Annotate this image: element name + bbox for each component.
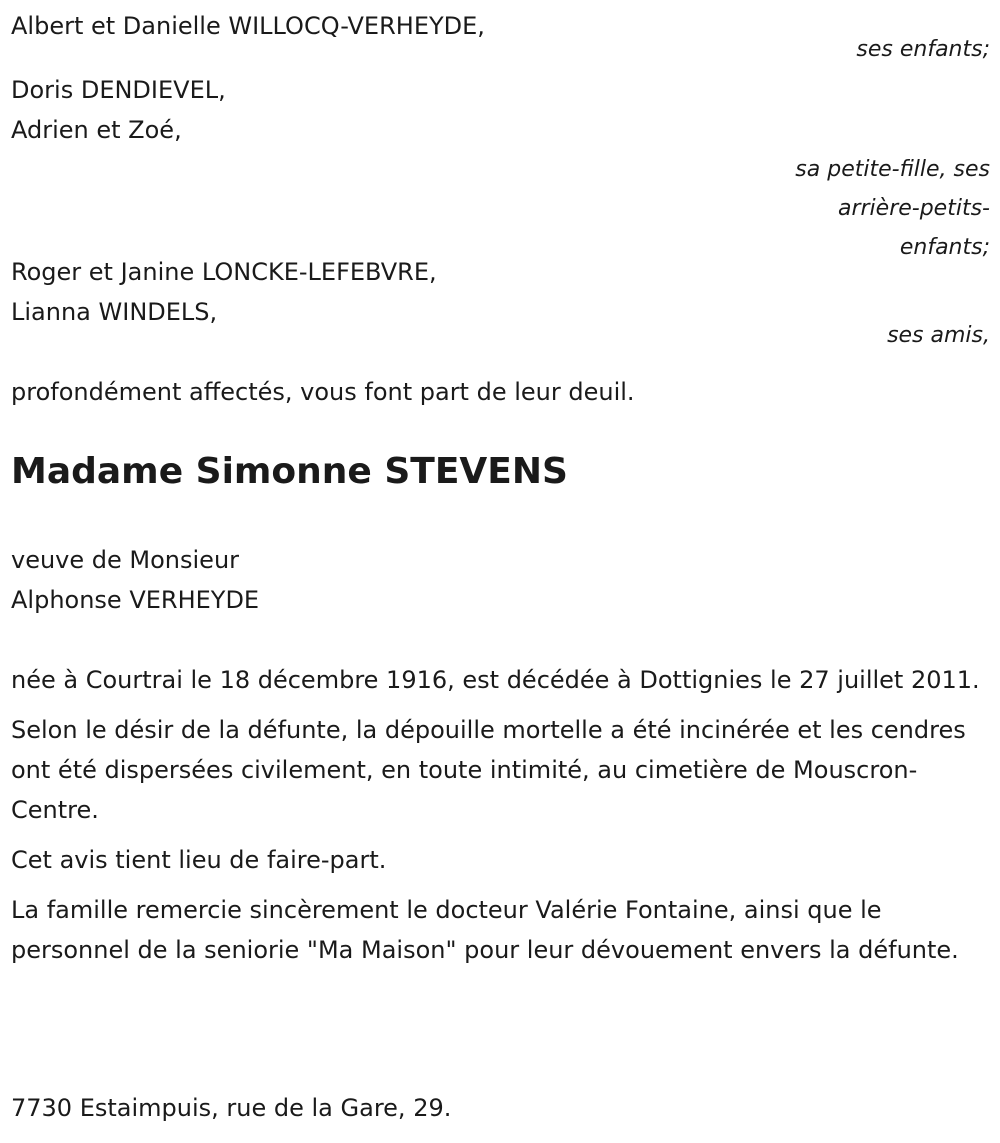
friends-names-2: Lianna WINDELS, [11, 298, 218, 326]
grandchild-name: Doris DENDIEVEL, [11, 76, 226, 104]
notice-paragraph: Cet avis tient lieu de faire-part. [11, 846, 387, 874]
friends-label: ses amis, [887, 323, 990, 348]
grandchildren-label-line2: arrière-petits- [837, 196, 990, 221]
children-group [11, 6, 990, 70]
grandchildren-label-line1: sa petite-fille, ses [795, 157, 990, 182]
widow-of [11, 540, 990, 620]
birth-death-paragraph: née à Courtrai le 18 décembre 1916, est décédée à Dottignies le 27 juillet 2011. [11, 666, 980, 694]
grandchildren-label-line3: enfants; [899, 235, 990, 260]
grandchildren-group [11, 70, 990, 267]
children-names: Albert et Danielle WILLOCQ-VERHEYDE, [11, 12, 485, 40]
obituary-body [11, 660, 990, 980]
address: 7730 Estaimpuis, rue de la Gare, 29. [11, 1094, 452, 1122]
thanks-paragraph: La famille remercie sincèrement le docteur Valérie Fontaine, ainsi que le personnel de la seniorie "Ma Maison" pour leur dévouement envers la défunte. [11, 896, 959, 964]
friends-group [11, 252, 990, 356]
deceased-name: Madame Simonne STEVENS [11, 451, 568, 492]
great-grandchildren-names: Adrien et Zoé, [11, 116, 182, 144]
cremation-paragraph: Selon le désir de la défunte, la dépouille mortelle a été incinérée et les cendres ont été dispersées civilement, en toute intimité, au cimetière de Mouscron-Centre. [11, 716, 966, 824]
grandchildren-label [11, 150, 990, 267]
children-label: ses enfants; [856, 37, 990, 62]
widow-line-1: veuve de Monsieur [11, 546, 240, 574]
widow-line-2: Alphonse VERHEYDE [11, 586, 260, 614]
friends-names-1: Roger et Janine LONCKE-LEFEBVRE, [11, 258, 437, 286]
affected-statement: profondément affectés, vous font part de leur deuil. [11, 378, 635, 406]
